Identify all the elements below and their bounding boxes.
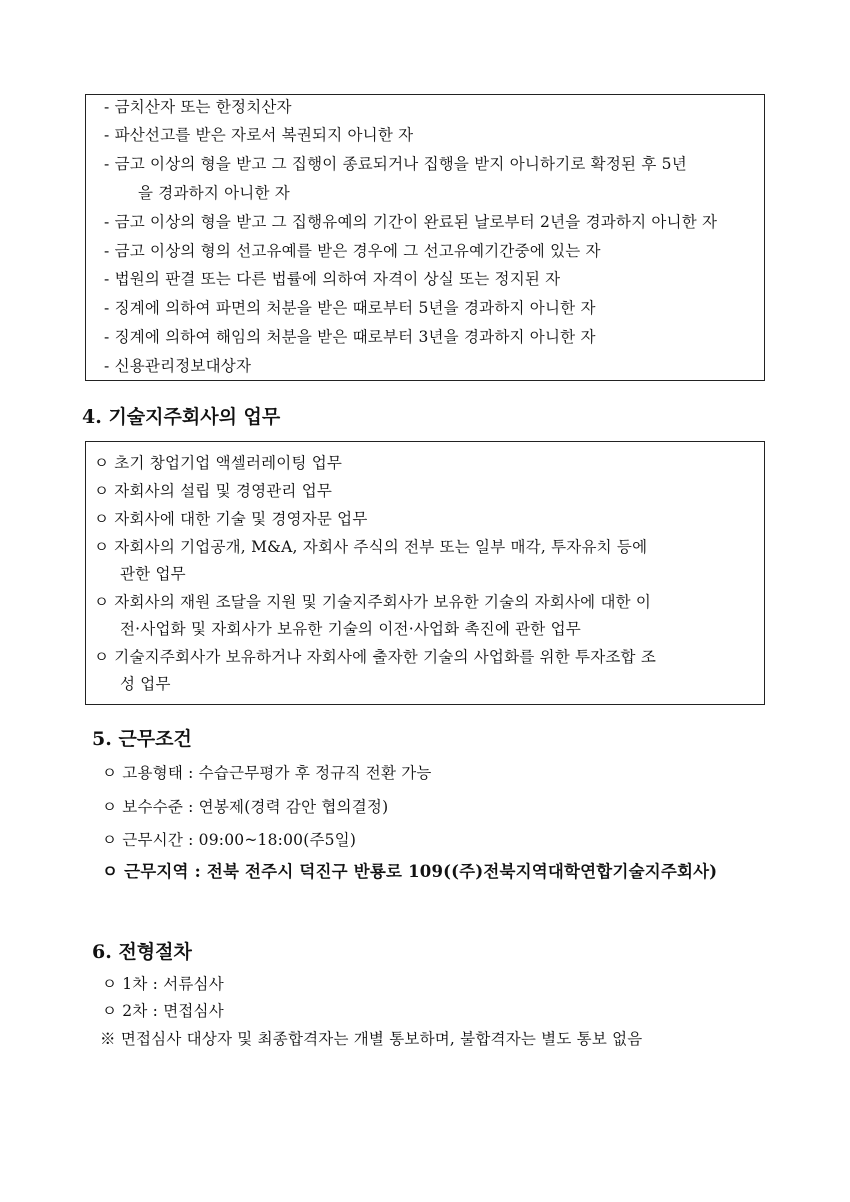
section4-item-6-cont: 성 업무 xyxy=(120,675,171,693)
disq-item-8: - 징계에 의하여 해임의 처분을 받은 때로부터 3년을 경과하지 아니한 자 xyxy=(104,328,596,346)
disq-item-9: - 신용관리정보대상자 xyxy=(104,357,252,375)
section5-item-1: ㅇ 고용형태 : 수습근무평가 후 정규직 전환 가능 xyxy=(102,764,432,782)
section6-item-2: ㅇ 2차 : 면접심사 xyxy=(102,1002,224,1020)
section4-title: 4. 기술지주회사의 업무 xyxy=(82,406,281,428)
section4-item-5: ㅇ 자회사의 재원 조달을 지원 및 기술지주회사가 보유한 기술의 자회사에 대한 이 xyxy=(94,593,652,611)
section4-item-2: ㅇ 자회사의 설립 및 경영관리 업무 xyxy=(94,482,333,500)
section4-item-4: ㅇ 자회사의 기업공개, M&A, 자회사 주식의 전부 또는 일부 매각, 투자유치 등에 xyxy=(94,538,648,556)
disq-item-1: - 금치산자 또는 한정치산자 xyxy=(104,98,292,116)
section4-item-5-cont: 전·사업화 및 자회사가 보유한 기술의 이전·사업화 촉진에 관한 업무 xyxy=(120,620,581,638)
disq-item-7: - 징계에 의하여 파면의 처분을 받은 때로부터 5년을 경과하지 아니한 자 xyxy=(104,299,596,317)
disq-item-3: - 금고 이상의 형을 받고 그 집행이 종료되거나 집행을 받지 아니하기로 확정된 후 5년 xyxy=(104,155,687,173)
disq-item-6: - 법원의 판결 또는 다른 법률에 의하여 자격이 상실 또는 정지된 자 xyxy=(104,270,561,288)
section5-title: 5. 근무조건 xyxy=(92,728,192,750)
disq-item-4: - 금고 이상의 형을 받고 그 집행유예의 기간이 완료된 날로부터 2년을 경과하지 아니한 자 xyxy=(104,213,718,231)
section5-item-2: ㅇ 보수수준 : 연봉제(경력 감안 협의결정) xyxy=(102,798,389,816)
section6-item-1: ㅇ 1차 : 서류심사 xyxy=(102,975,224,993)
disq-item-2: - 파산선고를 받은 자로서 복권되지 아니한 자 xyxy=(104,126,414,144)
section4-item-4-cont: 관한 업무 xyxy=(120,565,186,583)
section4-item-3: ㅇ 자회사에 대한 기술 및 경영자문 업무 xyxy=(94,510,368,528)
section4-item-1: ㅇ 초기 창업기업 액셀러레이팅 업무 xyxy=(94,454,343,472)
disq-item-3-cont: 을 경과하지 아니한 자 xyxy=(138,184,290,202)
section5-item-4: ㅇ 근무지역 : 전북 전주시 덕진구 반룡로 109((주)전북지역대학연합기술지주회사) xyxy=(102,862,718,881)
section6-title: 6. 전형절차 xyxy=(92,941,192,963)
disq-item-5: - 금고 이상의 형의 선고유예를 받은 경우에 그 선고유예기간중에 있는 자 xyxy=(104,242,601,260)
section6-note: ※ 면접심사 대상자 및 최종합격자는 개별 통보하며, 불합격자는 별도 통보 없음 xyxy=(100,1030,643,1048)
section5-item-3: ㅇ 근무시간 : 09:00~18:00(주5일) xyxy=(102,831,357,849)
section4-item-6: ㅇ 기술지주회사가 보유하거나 자회사에 출자한 기술의 사업화를 위한 투자조합 조 xyxy=(94,648,657,666)
